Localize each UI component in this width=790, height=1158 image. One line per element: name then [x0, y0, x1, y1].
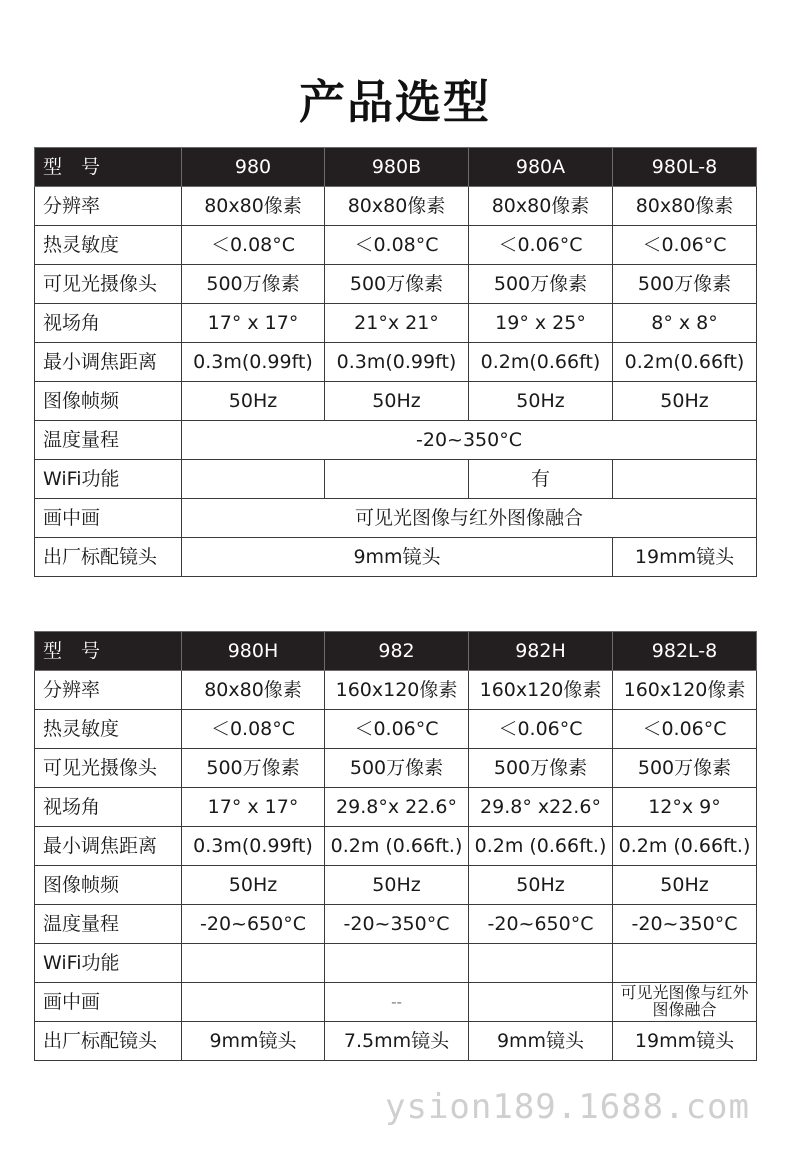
table-row — [35, 382, 757, 421]
table-row — [35, 749, 757, 788]
table-cell: 17° x 17° — [182, 304, 325, 343]
table-cell: 50Hz — [469, 382, 613, 421]
table-row — [35, 1022, 757, 1061]
model-cell: 980H — [182, 632, 325, 671]
table-cell: ＜0.08°C — [325, 226, 469, 265]
table-cell — [182, 460, 325, 499]
table-row — [35, 671, 757, 710]
table-cell: 500万像素 — [182, 749, 325, 788]
table-cell: -20~350°C — [182, 421, 757, 460]
table-cell: 80x80像素 — [182, 187, 325, 226]
spec-table-2 — [34, 631, 757, 1061]
table-cell: 29.8°x 22.6° — [325, 788, 469, 827]
table-cell: ＜0.08°C — [182, 710, 325, 749]
table-row — [35, 788, 757, 827]
table-cell: 50Hz — [613, 382, 757, 421]
table-cell: 12°x 9° — [613, 788, 757, 827]
table-cell: 80x80像素 — [469, 187, 613, 226]
table-cell: 9mm镜头 — [182, 538, 613, 577]
table-cell: 可见光图像与红外图像融合 — [613, 983, 757, 1022]
table-cell — [325, 944, 469, 983]
table-cell: ＜0.06°C — [325, 710, 469, 749]
row-label: 视场角 — [35, 304, 182, 343]
table-cell: 500万像素 — [613, 749, 757, 788]
table-cell: 50Hz — [325, 866, 469, 905]
table-cell: 0.2m (0.66ft.) — [469, 827, 613, 866]
table-cell: 7.5mm镜头 — [325, 1022, 469, 1061]
row-label: 热灵敏度 — [35, 226, 182, 265]
table-cell: 0.2m(0.66ft) — [469, 343, 613, 382]
table-row — [35, 710, 757, 749]
row-label: 最小调焦距离 — [35, 343, 182, 382]
table-cell: 500万像素 — [325, 265, 469, 304]
table-cell: 可见光图像与红外图像融合 — [182, 499, 757, 538]
table-cell — [182, 944, 325, 983]
table-row — [35, 421, 757, 460]
table-row — [35, 866, 757, 905]
watermark: ysion189.1688.com — [385, 1087, 750, 1127]
table-row — [35, 187, 757, 226]
row-label: 可见光摄像头 — [35, 265, 182, 304]
model-cell: 982 — [325, 632, 469, 671]
table-cell: 21°x 21° — [325, 304, 469, 343]
table-cell: 500万像素 — [182, 265, 325, 304]
table-cell: 50Hz — [469, 866, 613, 905]
table-row — [35, 304, 757, 343]
table-cell: 160x120像素 — [325, 671, 469, 710]
table-header-row — [35, 632, 757, 671]
table-cell: 19mm镜头 — [613, 538, 757, 577]
header-label: 型 号 — [35, 148, 182, 187]
table-cell: -20~650°C — [469, 905, 613, 944]
table-cell — [469, 983, 613, 1022]
row-label: 可见光摄像头 — [35, 749, 182, 788]
row-label: 温度量程 — [35, 421, 182, 460]
table-row — [35, 460, 757, 499]
row-label: 分辨率 — [35, 671, 182, 710]
table-cell: 80x80像素 — [613, 187, 757, 226]
table-cell: 50Hz — [182, 382, 325, 421]
row-label: 热灵敏度 — [35, 710, 182, 749]
spec-table-1 — [34, 147, 757, 577]
table-cell: ＜0.06°C — [613, 710, 757, 749]
row-label: 图像帧频 — [35, 866, 182, 905]
model-cell: 982H — [469, 632, 613, 671]
page-title: 产品选型 — [299, 75, 491, 129]
table-cell: 0.3m(0.99ft) — [182, 827, 325, 866]
table-cell: 50Hz — [182, 866, 325, 905]
table-cell: 500万像素 — [613, 265, 757, 304]
model-cell: 980L-8 — [613, 148, 757, 187]
model-cell: 982L-8 — [613, 632, 757, 671]
table-row — [35, 827, 757, 866]
table-cell: 160x120像素 — [469, 671, 613, 710]
table-cell: 500万像素 — [325, 749, 469, 788]
table-cell: 有 — [469, 460, 613, 499]
table-row — [35, 226, 757, 265]
model-cell: 980A — [469, 148, 613, 187]
row-label: 分辨率 — [35, 187, 182, 226]
row-label: 温度量程 — [35, 905, 182, 944]
table-cell: 19mm镜头 — [613, 1022, 757, 1061]
table-cell: 19° x 25° — [469, 304, 613, 343]
table-row — [35, 905, 757, 944]
table-cell: 9mm镜头 — [469, 1022, 613, 1061]
row-label: 图像帧频 — [35, 382, 182, 421]
table-cell: -20~350°C — [325, 905, 469, 944]
table-cell: 8° x 8° — [613, 304, 757, 343]
table-cell — [182, 983, 325, 1022]
table-cell: 50Hz — [325, 382, 469, 421]
table-cell: ＜0.06°C — [469, 226, 613, 265]
table-cell: 0.3m(0.99ft) — [182, 343, 325, 382]
table-cell — [613, 944, 757, 983]
table-cell: ＜0.08°C — [182, 226, 325, 265]
table-cell — [469, 944, 613, 983]
table-cell: ＜0.06°C — [613, 226, 757, 265]
table-cell: 0.3m(0.99ft) — [325, 343, 469, 382]
row-label: 画中画 — [35, 983, 182, 1022]
table-cell — [325, 460, 469, 499]
row-label: WiFi功能 — [35, 460, 182, 499]
table-row — [35, 343, 757, 382]
table-row — [35, 499, 757, 538]
table-row — [35, 538, 757, 577]
table-cell — [613, 460, 757, 499]
table-header-row — [35, 148, 757, 187]
table-cell: ＜0.06°C — [469, 710, 613, 749]
model-cell: 980 — [182, 148, 325, 187]
table-cell: 17° x 17° — [182, 788, 325, 827]
table-row — [35, 983, 757, 1022]
row-label: WiFi功能 — [35, 944, 182, 983]
table-cell: 50Hz — [613, 866, 757, 905]
table-cell: 0.2m (0.66ft.) — [613, 827, 757, 866]
table-cell: -20~350°C — [613, 905, 757, 944]
table-cell: 29.8° x22.6° — [469, 788, 613, 827]
row-label: 最小调焦距离 — [35, 827, 182, 866]
table-cell: 80x80像素 — [182, 671, 325, 710]
table-cell: 160x120像素 — [613, 671, 757, 710]
model-cell: 980B — [325, 148, 469, 187]
table-cell: 0.2m (0.66ft.) — [325, 827, 469, 866]
table-row — [35, 265, 757, 304]
row-label: 画中画 — [35, 499, 182, 538]
table-cell: 0.2m(0.66ft) — [613, 343, 757, 382]
header-label: 型 号 — [35, 632, 182, 671]
table-cell: 9mm镜头 — [182, 1022, 325, 1061]
table-cell: 500万像素 — [469, 265, 613, 304]
row-label: 出厂标配镜头 — [35, 1022, 182, 1061]
table-cell: 80x80像素 — [325, 187, 469, 226]
row-label: 视场角 — [35, 788, 182, 827]
table-cell: 500万像素 — [469, 749, 613, 788]
table-cell: -20~650°C — [182, 905, 325, 944]
table-cell: -- — [325, 983, 469, 1022]
row-label: 出厂标配镜头 — [35, 538, 182, 577]
table-row — [35, 944, 757, 983]
